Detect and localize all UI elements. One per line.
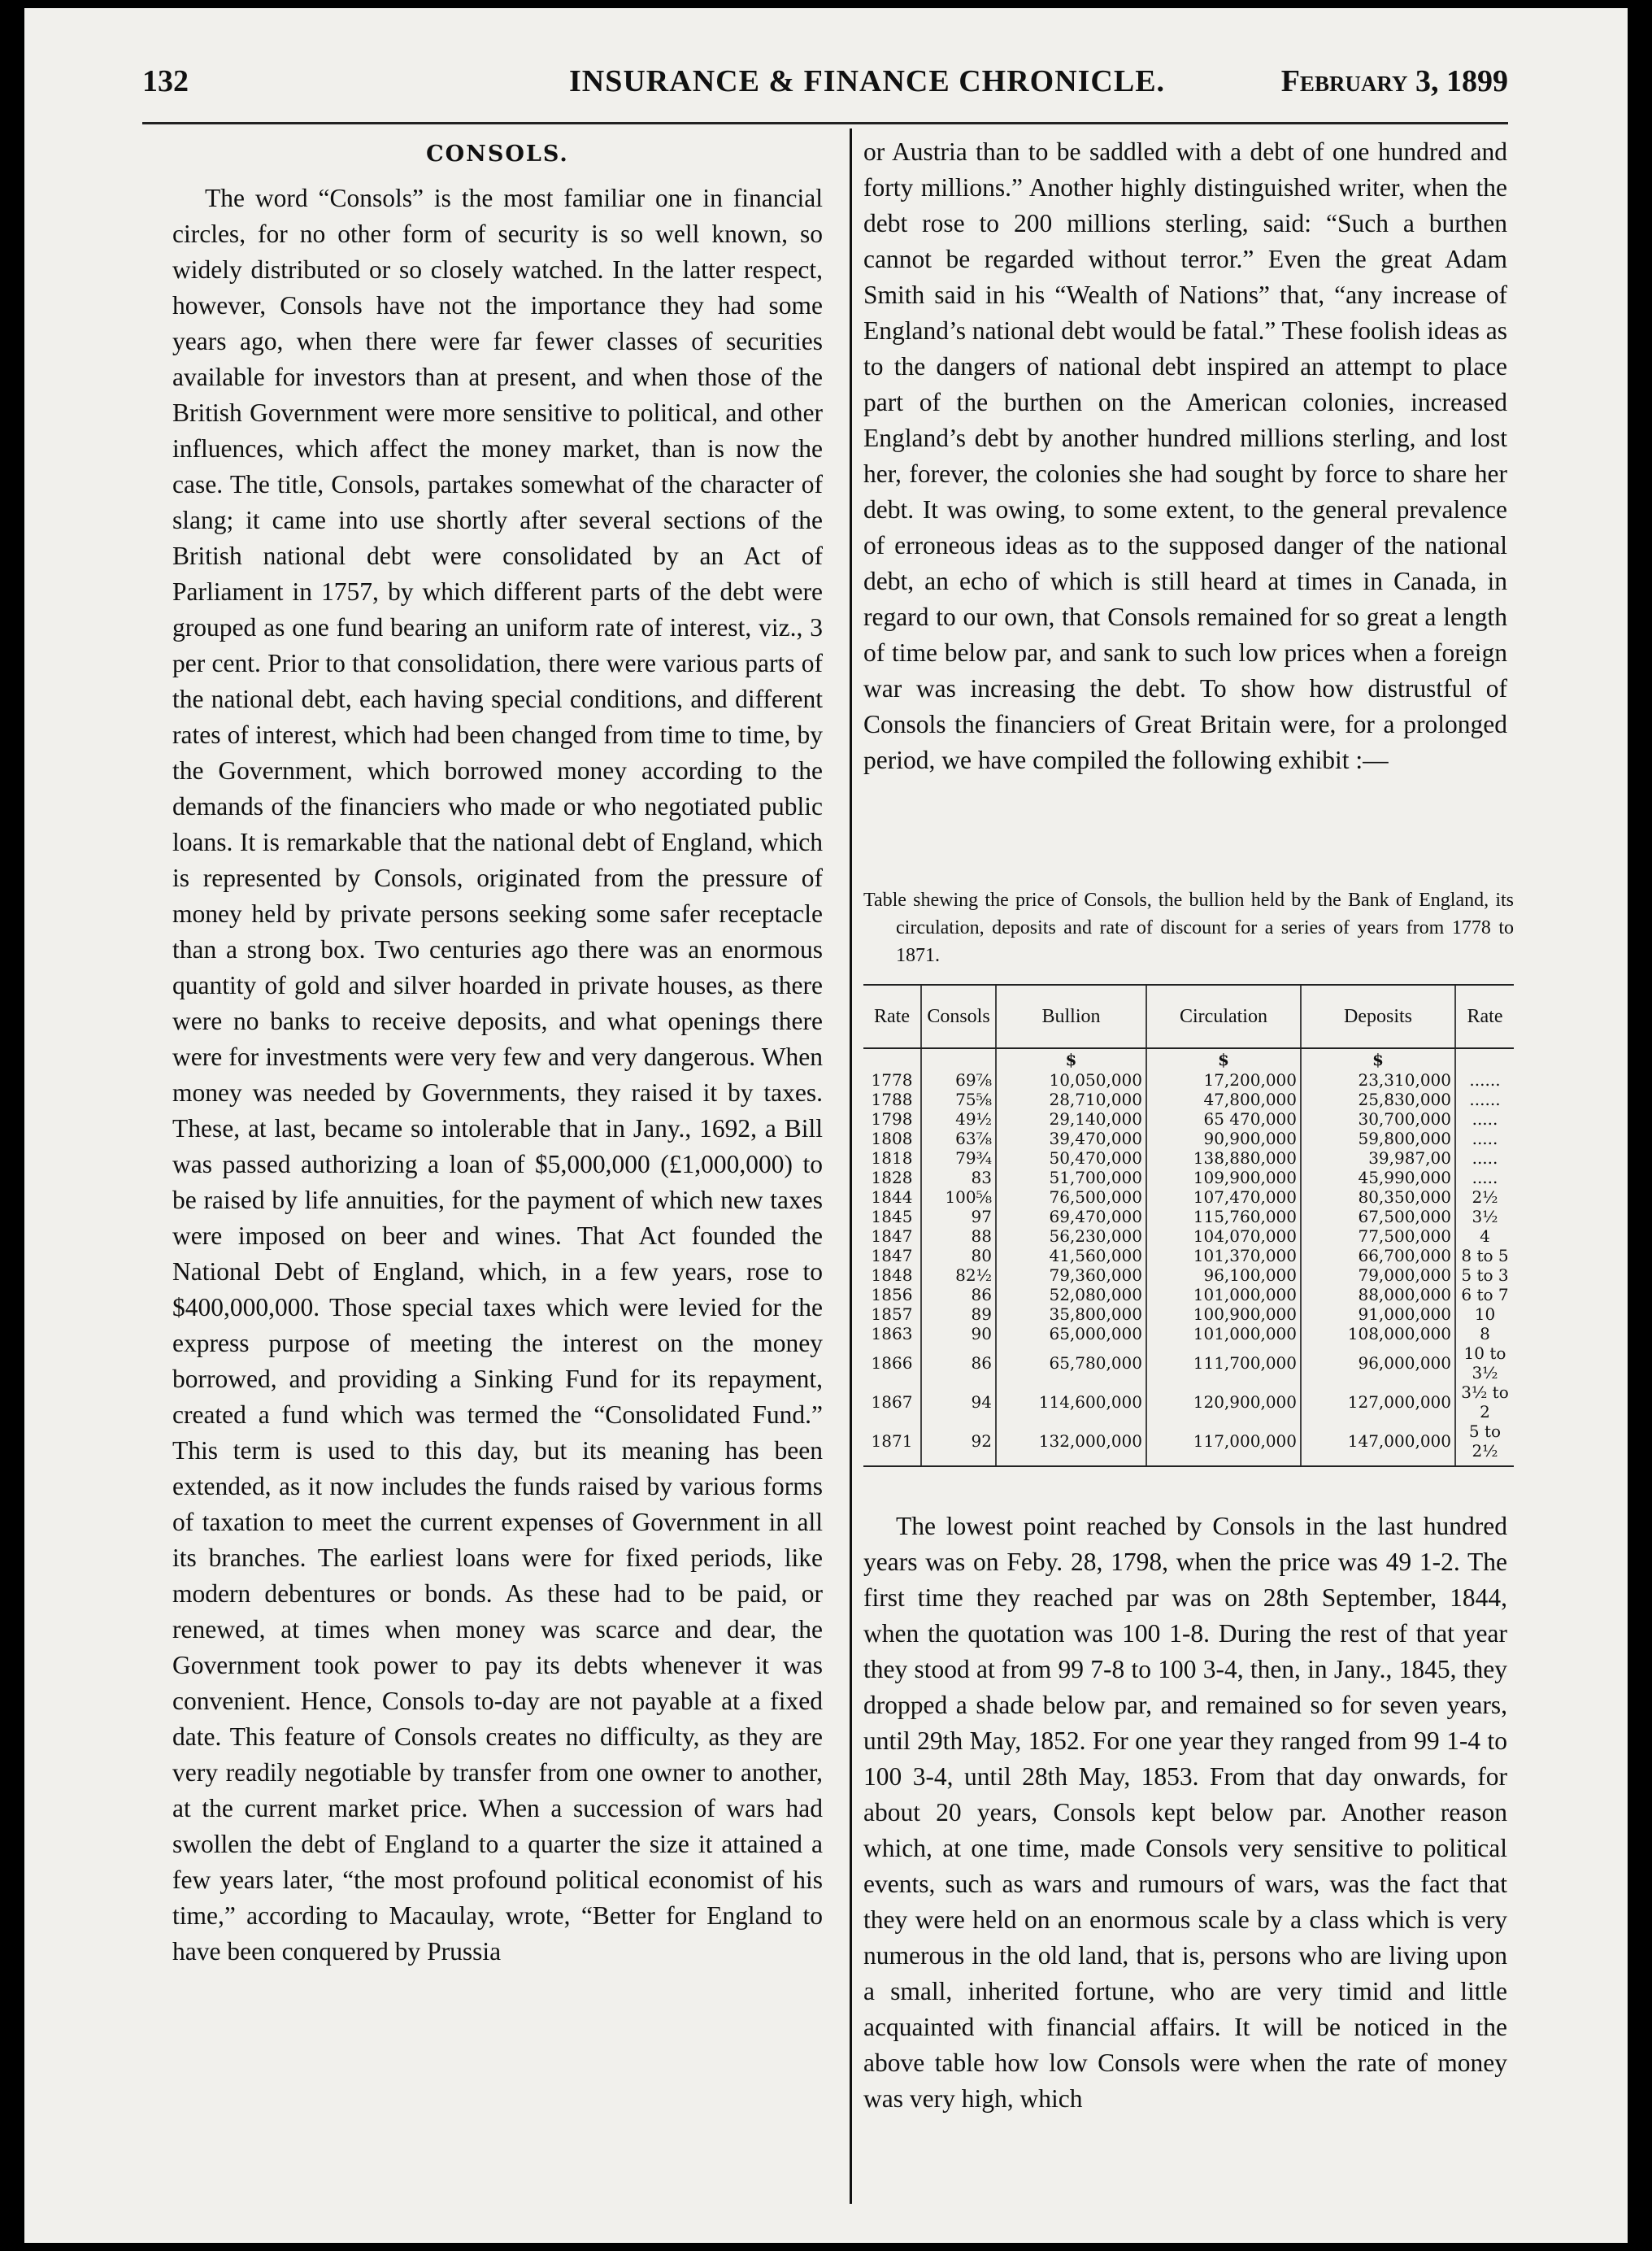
table-cell: 28,710,000 <box>996 1090 1146 1109</box>
table-cell: 96,000,000 <box>1301 1343 1455 1382</box>
table-cell: 41,560,000 <box>996 1246 1146 1265</box>
table-cell: 10 <box>1455 1304 1514 1324</box>
table-cell: 49½ <box>921 1109 996 1129</box>
table-cell: 30,700,000 <box>1301 1109 1455 1129</box>
table-cell: 1847 <box>871 1226 913 1246</box>
table-cell: 132,000,000 <box>996 1422 1146 1466</box>
table-cell: 10,050,000 <box>996 1070 1146 1090</box>
table-cell: 47,800,000 <box>1146 1090 1301 1109</box>
table-cell: 1845 <box>871 1207 913 1226</box>
table-cell: 100⅝ <box>921 1187 996 1207</box>
table-cell: 39,987,00 <box>1301 1148 1455 1168</box>
left-column <box>172 137 823 1970</box>
table-cell: 56,230,000 <box>996 1226 1146 1246</box>
column-divider <box>850 128 852 2204</box>
table-row <box>863 1109 1514 1129</box>
table-row <box>863 1382 1514 1422</box>
table-cell: 4 <box>1455 1226 1514 1246</box>
table-cell: 109,900,000 <box>1146 1168 1301 1187</box>
table-cell: 114,600,000 <box>996 1382 1146 1422</box>
table-cell: 51,700,000 <box>996 1168 1146 1187</box>
table-cell: 120,900,000 <box>1146 1382 1301 1422</box>
table-cell: 1798 <box>871 1109 913 1129</box>
table-cell: 35,800,000 <box>996 1304 1146 1324</box>
table-cell: 101,370,000 <box>1146 1246 1301 1265</box>
table-row <box>863 1090 1514 1109</box>
unit-cell <box>863 1048 921 1070</box>
col-header-deposits: Deposits <box>1301 985 1455 1048</box>
table-cell: 2½ <box>1455 1187 1514 1207</box>
right-column-top <box>863 134 1507 778</box>
table-cell: 45,990,000 <box>1301 1168 1455 1187</box>
table-row <box>863 1324 1514 1343</box>
table-cell: 91,000,000 <box>1301 1304 1455 1324</box>
table-row <box>863 1148 1514 1168</box>
table-row <box>863 1246 1514 1265</box>
table-cell: 97 <box>921 1207 996 1226</box>
table-cell: 1857 <box>871 1304 913 1324</box>
table-cell: 8 to 5 <box>1455 1246 1514 1265</box>
consols-table <box>863 984 1514 1467</box>
table-cell: 1848 <box>871 1265 913 1285</box>
unit-cell: $ <box>996 1048 1146 1070</box>
article-title: CONSOLS. <box>426 142 569 167</box>
table-cell: 90 <box>921 1324 996 1343</box>
table-cell: ...... <box>1455 1090 1514 1109</box>
table-row <box>863 1207 1514 1226</box>
table-row <box>863 1285 1514 1304</box>
table-cell: 86 <box>921 1343 996 1382</box>
table-cell: 29,140,000 <box>996 1109 1146 1129</box>
table-cell: 115,760,000 <box>1146 1207 1301 1226</box>
table-cell: 88,000,000 <box>1301 1285 1455 1304</box>
table-row <box>863 1187 1514 1207</box>
table-cell: 100,900,000 <box>1146 1304 1301 1324</box>
right-column-top-text: or Austria than to be saddled with a debt of one hundred and forty millions.” Another highly distinguished writer, when the debt rose to 200 millions sterling, said: “Such a burthen cannot be regarded without terror.” Even the great Adam Smith said in his “Wealth of Nations” that, “any increase of England’s national debt would be fatal.” These foolish ideas as to the dangers of national debt inspired an attempt to place part of the burthen on the American colonies, increased England’s debt by another hundred millions sterling, and lost her, forever, the colonies she had sought by force to share her debt. It was owing, to some extent, to the general prevalence of erroneous ideas as to the supposed danger of the national debt, an echo of which is still heard at times in Canada, in regard to our own, that Consols remained for so great a length of time below par, and sank to such low prices when a foreign war was increasing the debt. To show how distrustful of Consols the financiers of Great Britain were, for a prolonged period, we have compiled the following exhibit :— <box>863 137 1507 774</box>
table-row <box>863 1070 1514 1090</box>
table-cell: ..... <box>1455 1148 1514 1168</box>
table-header-row <box>863 985 1514 1048</box>
table-cell: 107,470,000 <box>1146 1187 1301 1207</box>
table-body <box>863 1048 1514 1466</box>
table-cell: 117,000,000 <box>1146 1422 1301 1466</box>
table-cell: 23,310,000 <box>1301 1070 1455 1090</box>
table-cell: ..... <box>1455 1109 1514 1129</box>
publication-title: INSURANCE & FINANCE CHRONICLE. <box>569 64 1166 98</box>
table-cell: 69,470,000 <box>996 1207 1146 1226</box>
table-cell: 1828 <box>871 1168 913 1187</box>
page-number: 132 <box>142 64 189 98</box>
table-cell: 75⅝ <box>921 1090 996 1109</box>
table-cell: 1818 <box>871 1148 913 1168</box>
issue-date: February 3, 1899 <box>1280 64 1508 98</box>
header-rule <box>142 122 1508 124</box>
table-cell: 3½ to 2 <box>1455 1382 1514 1422</box>
table-cell: 1871 <box>863 1422 921 1466</box>
right-column-bottom <box>863 1509 1507 2117</box>
table-row <box>863 1265 1514 1285</box>
table-caption: Table shewing the price of Consols, the bullion held by the Bank of England, its circulation, deposits and rate of discount for a series of years from 1778 to 1871. <box>863 890 1514 966</box>
table-cell: 104,070,000 <box>1146 1226 1301 1246</box>
table-cell: 65,000,000 <box>996 1324 1146 1343</box>
table-cell: 67,500,000 <box>1301 1207 1455 1226</box>
table-cell: 52,080,000 <box>996 1285 1146 1304</box>
table-cell: 96,100,000 <box>1146 1265 1301 1285</box>
table-cell: 108,000,000 <box>1301 1324 1455 1343</box>
table-cell: 127,000,000 <box>1301 1382 1455 1422</box>
table-cell: 1866 <box>871 1353 913 1373</box>
col-header-rate: Rate <box>863 985 921 1048</box>
table-cell: 147,000,000 <box>1301 1422 1455 1466</box>
right-column-bottom-text: The lowest point reached by Consols in the last hundred years was on Feby. 28, 1798, when the price was 49 1-2. The first time they reached par was on 28th September, 1844, when the quotation was 100 1-8. During the rest of that year they stood at from 99 7-8 to 100 3-4, then, in Jany., 1845, they dropped a shade below par, and remained so for seven years, until 29th May, 1852. For one year they ranged from 99 1-4 to 100 3-4, until 28th May, 1853. From that day onwards, for about 20 years, Consols kept below par. Another reason which, at one time, made Consols very sensitive to political events, such as wars and rumours of wars, was the fact that they were held on an enormous scale by a class which is very numerous in the old land, that is, persons who are living upon a small, inherited fortune, who are very timid and little acquainted with financial affairs. It will be noticed in the above table how low Consols were when the rate of money was very high, which <box>863 1512 1507 2113</box>
table-row <box>863 1422 1514 1466</box>
table-cell: 79,360,000 <box>996 1265 1146 1285</box>
table-cell: 82½ <box>921 1265 996 1285</box>
table-cell: 80 <box>921 1246 996 1265</box>
table-cell: 6 to 7 <box>1455 1285 1514 1304</box>
table-cell: ...... <box>1455 1070 1514 1090</box>
unit-cell: $ <box>1301 1048 1455 1070</box>
table-cell: 1844 <box>871 1187 913 1207</box>
table-cell: ..... <box>1455 1168 1514 1187</box>
table-cell: 65 470,000 <box>1146 1109 1301 1129</box>
table-row <box>863 1226 1514 1246</box>
col-header-circulation: Circulation <box>1146 985 1301 1048</box>
table-cell: 1863 <box>871 1324 913 1343</box>
unit-cell: $ <box>1146 1048 1301 1070</box>
table-cell: 92 <box>921 1422 996 1466</box>
table-cell: 63⅞ <box>921 1129 996 1148</box>
table-cell: 65,780,000 <box>996 1343 1146 1382</box>
table-cell: 3½ <box>1455 1207 1514 1226</box>
table-row <box>863 1129 1514 1148</box>
table-cell: 86 <box>921 1285 996 1304</box>
table-cell: ..... <box>1455 1129 1514 1148</box>
table-cell: 79¾ <box>921 1148 996 1168</box>
table-cell: 89 <box>921 1304 996 1324</box>
table-cell: 8 <box>1455 1324 1514 1343</box>
table-cell: 77,500,000 <box>1301 1226 1455 1246</box>
table-cell: 5 to 3 <box>1455 1265 1514 1285</box>
table-cell: 66,700,000 <box>1301 1246 1455 1265</box>
left-column-text: The word “Consols” is the most familiar one in financial circles, for no other form of security is so well known, so widely distributed or so closely watched. In the latter respect, however, Consols have not the importance they had some years ago, when there were far fewer classes of securities available for investors than at present, and when those of the British Government were more sensitive to political, and other influences, which affect the money market, than is now the case. The title, Consols, partakes somewhat of the character of slang; it came into use shortly after several sections of the British national debt were consolidated by an Act of Parliament in 1757, by which different parts of the debt were grouped as one fund bearing an uniform rate of interest, viz., 3 per cent. Prior to that consolidation, there were various parts of the national debt, each having special conditions, and different rates of interest, which had been changed from time to time, by the Government, which borrowed money according to the demands of the financiers who made or who negotiated public loans. It is remarkable that the national debt of England, which is represented by Consols, originated from the pressure of money held by private persons seeking some safer receptacle than a strong box. Two centuries ago there was an enormous quantity of gold and silver hoarded in private houses, as there were no banks to receive deposits, and what openings there were for investments were very few and very dangerous. When money was needed by Governments, they raised it by taxes. These, at last, became so intolerable that in Jany., 1692, a Bill was passed authorizing a loan of $5,000,000 (£1,000,000) to be raised by life annuities, for the payment of which new taxes were imposed on beer and wines. That Act founded the National Debt of England, which, in a few years, rose to $400,000,000. Those special taxes which were levied for the express purpose of meeting the interest on the money borrowed, and providing a Sinking Fund for its repayment, created a fund which was termed the “Consolidated Fund.” This term is used to this day, but its meaning has been extended, as it now includes the funds raised by various forms of taxation to meet the current expenses of Government in all its branches. The earliest loans were for fixed periods, like modern debentures or bonds. As these had to be paid, or renewed, at times when money was scarce and dear, the Government took power to pay its debts whenever it was convenient. Hence, Consols to-day are not payable at a fixed date. This feature of Consols creates no difficulty, as they are very readily negotiable by transfer from one owner to another, at the current market price. When a succession of wars had swollen the debt of England to a quarter the size it attained a few years later, “the most profound political economist of his time,” according to Macaulay, wrote, “Better for England to have been conquered by Prussia <box>172 184 823 1966</box>
col-header-consols: Consols <box>921 985 996 1048</box>
table-cell: 79,000,000 <box>1301 1265 1455 1285</box>
col-header-bullion: Bullion <box>996 985 1146 1048</box>
unit-cell <box>1455 1048 1514 1070</box>
table-units-row <box>863 1048 1514 1070</box>
table-cell: 83 <box>921 1168 996 1187</box>
table-cell: 138,880,000 <box>1146 1148 1301 1168</box>
table-cell: 17,200,000 <box>1146 1070 1301 1090</box>
table-cell: 1778 <box>871 1070 913 1090</box>
col-header-discount-rate: Rate <box>1455 985 1514 1048</box>
table-cell: 25,830,000 <box>1301 1090 1455 1109</box>
table-cell: 1847 <box>871 1246 913 1265</box>
table-cell: 1808 <box>871 1129 913 1148</box>
table-cell: 69⅞ <box>921 1070 996 1090</box>
unit-cell <box>921 1048 996 1070</box>
table-cell: 1856 <box>871 1285 913 1304</box>
table-cell: 101,000,000 <box>1146 1324 1301 1343</box>
table-cell: 1867 <box>871 1392 913 1412</box>
table-cell: 76,500,000 <box>996 1187 1146 1207</box>
table-cell: 80,350,000 <box>1301 1187 1455 1207</box>
table-cell: 111,700,000 <box>1146 1343 1301 1382</box>
table-row <box>863 1343 1514 1382</box>
table-cell: 5 to 2½ <box>1455 1422 1514 1466</box>
table-cell: 39,470,000 <box>996 1129 1146 1148</box>
page-header <box>142 63 1508 112</box>
table-cell: 10 to 3½ <box>1455 1343 1514 1382</box>
table-cell: 94 <box>921 1382 996 1422</box>
table-cell: 50,470,000 <box>996 1148 1146 1168</box>
table-row <box>863 1168 1514 1187</box>
table-cell: 59,800,000 <box>1301 1129 1455 1148</box>
table-cell: 101,000,000 <box>1146 1285 1301 1304</box>
table-cell: 90,900,000 <box>1146 1129 1301 1148</box>
table-cell: 88 <box>921 1226 996 1246</box>
table-row <box>863 1304 1514 1324</box>
table-cell: 1788 <box>871 1090 913 1109</box>
